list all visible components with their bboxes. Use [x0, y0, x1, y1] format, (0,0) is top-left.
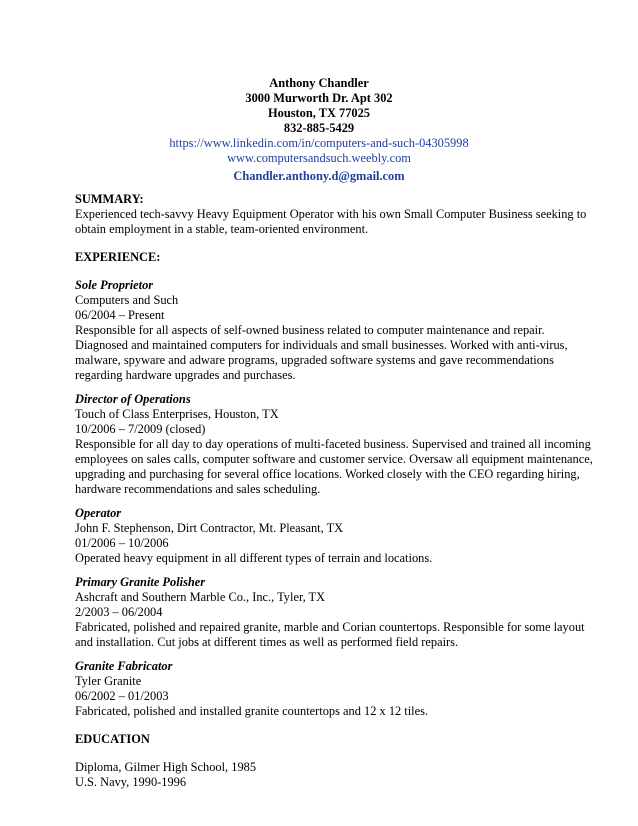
job-company: Tyler Granite	[75, 674, 142, 688]
job-company: Touch of Class Enterprises, Houston, TX	[75, 407, 279, 421]
education-line: U.S. Navy, 1990-1996	[75, 775, 187, 789]
job-description-line: upgrading and purchasing for several office locations. Worked closely with the CEO regarding hiring,	[75, 467, 580, 481]
candidate-name: Anthony Chandler	[269, 76, 369, 90]
job-company: Ashcraft and Southern Marble Co., Inc., Tyler, TX	[75, 590, 326, 604]
job-title: Director of Operations	[75, 392, 191, 406]
phone-number: 832-885-5429	[283, 121, 355, 135]
job-company: Computers and Such	[75, 293, 179, 307]
resume-header	[0, 76, 638, 184]
job-description-line: regarding hardware upgrades and purchases.	[75, 368, 296, 382]
city-state-zip: Houston, TX 77025	[267, 106, 371, 120]
summary-heading: SUMMARY:	[75, 192, 144, 206]
email-link[interactable]: Chandler.anthony.d@gmail.com	[233, 169, 405, 183]
education-line: Diploma, Gilmer High School, 1985	[75, 760, 257, 774]
job-description-line: hardware recommendations and sales scheduling.	[75, 482, 321, 496]
summary-line: obtain employment in a stable, team-oriented environment.	[75, 222, 369, 236]
job-title: Granite Fabricator	[75, 659, 173, 673]
job-dates: 2/2003 – 06/2004	[75, 605, 163, 619]
job-description-line: and installation. Cut jobs at different times as well as performed field repairs.	[75, 635, 459, 649]
job-description-line: Responsible for all day to day operations of multi-faceted business. Supervised and trained all incoming	[75, 437, 591, 451]
job-title: Sole Proprietor	[75, 278, 154, 292]
job-description-line: malware, spyware and adware programs, upgraded software systems and gave recommendations	[75, 353, 554, 367]
job-entry	[75, 392, 593, 497]
street-address: 3000 Murworth Dr. Apt 302	[245, 91, 393, 105]
job-description-line: Operated heavy equipment in all different types of terrain and locations.	[75, 551, 433, 565]
education-heading: EDUCATION	[75, 732, 150, 746]
job-dates: 01/2006 – 10/2006	[75, 536, 169, 550]
job-description-line: Fabricated, polished and installed granite countertops and 12 x 12 tiles.	[75, 704, 429, 718]
job-description-line: Diagnosed and maintained computers for individuals and small businesses. Worked with anti-virus,	[75, 338, 568, 352]
job-title: Operator	[75, 506, 122, 520]
job-entry	[75, 506, 575, 566]
experience-heading: EXPERIENCE:	[75, 250, 161, 264]
job-description-line: Responsible for all aspects of self-owned business related to computer maintenance and repair.	[75, 323, 545, 337]
education-section	[75, 732, 575, 790]
experience-section	[75, 250, 593, 719]
summary-section	[75, 192, 587, 237]
job-company: John F. Stephenson, Dirt Contractor, Mt. Pleasant, TX	[75, 521, 344, 535]
job-description-line: Fabricated, polished and repaired granite, marble and Corian countertops. Responsible for some layout	[75, 620, 585, 634]
job-entry	[75, 659, 575, 719]
job-entry	[75, 278, 575, 383]
summary-line: Experienced tech-savvy Heavy Equipment Operator with his own Small Computer Business seeking to	[75, 207, 587, 221]
job-title: Primary Granite Polisher	[75, 575, 206, 589]
resume-body	[75, 192, 593, 790]
job-dates: 06/2002 – 01/2003	[75, 689, 169, 703]
job-dates: 06/2004 – Present	[75, 308, 165, 322]
job-entry	[75, 575, 585, 650]
website-link[interactable]: www.computersandsuch.weebly.com	[227, 151, 411, 165]
job-description-line: employees on sales calls, computer software and customer service. Oversaw all equipment maintenance,	[75, 452, 593, 466]
job-dates: 10/2006 – 7/2009 (closed)	[75, 422, 206, 436]
linkedin-link[interactable]: https://www.linkedin.com/in/computers-and-such-04305998	[169, 136, 469, 150]
